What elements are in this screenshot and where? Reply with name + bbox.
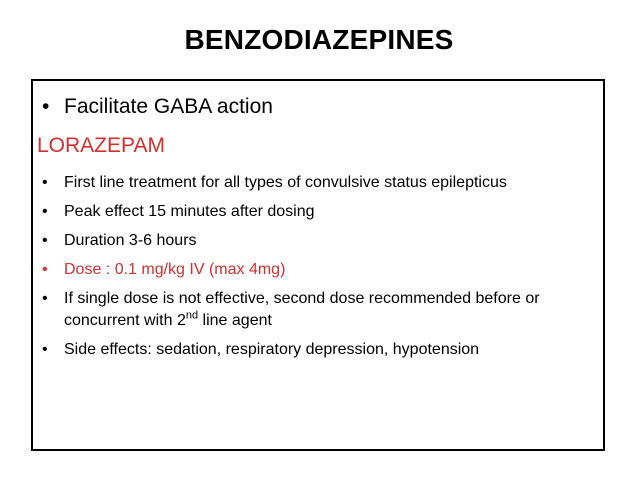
bullet-text: First line treatment for all types of convulsive status epilepticus xyxy=(64,174,507,191)
bullet-item-dose xyxy=(33,259,601,281)
bullet-dot: • xyxy=(42,232,48,249)
bullet-list xyxy=(33,172,601,368)
bullet-text: Duration 3-6 hours xyxy=(64,232,197,249)
lead-bullet-text: Facilitate GABA action xyxy=(64,95,273,118)
slide-title: BENZODIAZEPINES xyxy=(184,24,454,55)
bullet-dot: • xyxy=(42,261,48,278)
bullet-text: Dose : 0.1 mg/kg IV (max 4mg) xyxy=(64,261,286,278)
bullet-dot: • xyxy=(42,174,48,191)
bullet-item xyxy=(33,230,601,252)
bullet-text-part: line agent xyxy=(198,312,272,329)
bullet-dot: • xyxy=(42,290,48,307)
lead-bullet xyxy=(42,95,273,119)
bullet-dot: • xyxy=(42,203,48,220)
bullet-item xyxy=(33,201,601,223)
bullet-text: Peak effect 15 minutes after dosing xyxy=(64,203,315,220)
bullet-text-part: If single dose is not effective, second dose recommended before or concurrent with 2 xyxy=(64,290,540,329)
ordinal-superscript: nd xyxy=(185,309,199,322)
bullet-item xyxy=(33,288,601,332)
bullet-text: Side effects: sedation, respiratory depression, hypotension xyxy=(64,341,480,358)
drug-name-heading: LORAZEPAM xyxy=(37,134,165,157)
bullet-dot: • xyxy=(42,95,50,118)
bullet-item xyxy=(33,172,601,194)
bullet-dot: • xyxy=(42,341,48,358)
content-box xyxy=(31,79,605,451)
bullet-item xyxy=(33,339,601,361)
